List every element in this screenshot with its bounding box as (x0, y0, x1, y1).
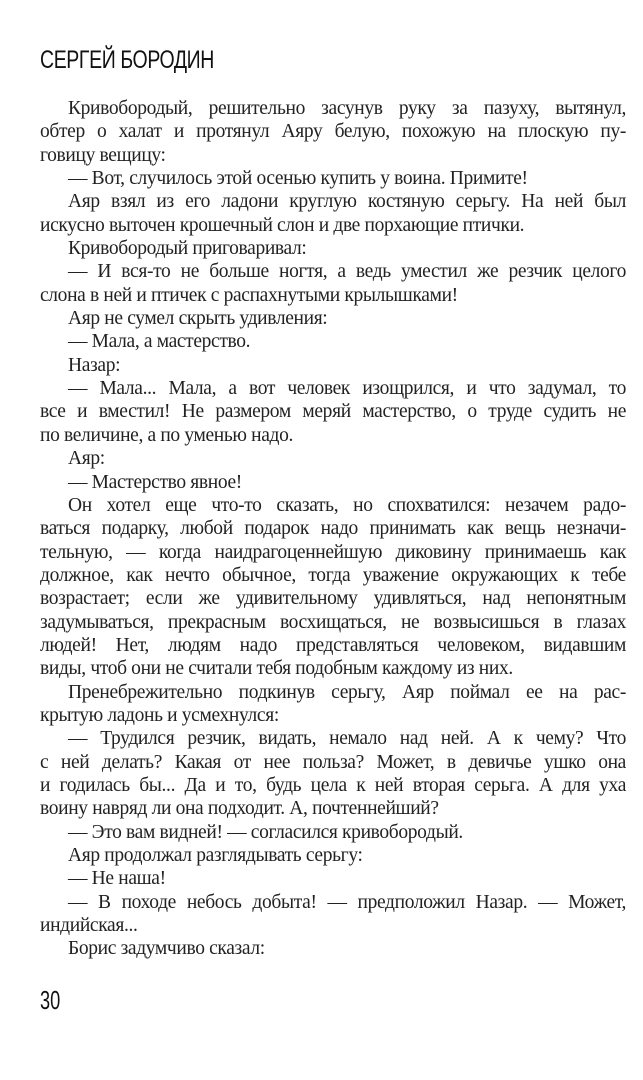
text-line: — Трудился резчик, видать, немало над ней. А к чему? Что (68, 728, 626, 750)
page-body-text (40, 97, 626, 961)
text-line: — Это вам видней! — согласился кривобородый. (68, 821, 463, 843)
text-line: воину навряд ли она подходит. А, почтеннейший? (40, 798, 439, 820)
text-line: виды, чтоб они не считали тебя подобным каждому из них. (40, 658, 513, 680)
text-line: людей! Нет, людям надо представляться человеком, видавшим (40, 634, 626, 656)
text-line: Аяр: (68, 448, 105, 470)
text-line: Аяр взял из его ладони круглую костяную серьгу. На ней был (68, 191, 626, 213)
text-line: Назар: (68, 354, 121, 376)
text-line: и годилась бы... Да и то, будь цела к ней вторая серьга. А для уха (40, 774, 626, 796)
page-number: 30 (40, 985, 61, 1015)
text-line: обтер о халат и протянул Аяру белую, похожую на плоскую пу- (40, 121, 626, 143)
text-line: говицу вещицу: (40, 144, 166, 166)
text-line: ваться подарку, любой подарок надо принимать как вещь незначи- (40, 518, 626, 540)
text-line: должное, как нечто обычное, тогда уважение окружающих к тебе (40, 564, 626, 586)
text-line: Кривобородый, решительно засунув руку за пазуху, вытянул, (68, 98, 626, 119)
text-line: — Не наша! (68, 868, 166, 890)
text-line: — Мастерство явное! (68, 471, 242, 493)
running-head-author: СЕРГЕЙ БОРОДИН (40, 46, 215, 74)
text-line: Кривобородый приговаривал: (68, 238, 307, 260)
text-line: Борис задумчиво сказал: (68, 938, 265, 960)
text-line: все и вместил! Не размером меряй мастерство, о труде судить не (40, 401, 626, 423)
text-line: — В походе небось добыта! — предположил Назар. — Может, (68, 891, 626, 913)
text-line: — Вот, случилось этой осенью купить у воина. Примите! (68, 168, 528, 190)
text-line: Аяр не сумел скрыть удивления: (68, 308, 328, 330)
text-line: — Мала... Мала, а вот человек изощрился, и что задумал, то (68, 378, 626, 400)
text-line: крытую ладонь и усмехнулся: (40, 704, 279, 726)
text-line: слона в ней и птичек с распахнутыми крылышками! (40, 284, 458, 306)
text-line: возрастает; если же удивительному удивляться, над непонятным (40, 588, 626, 610)
text-line: — И вся-то не больше ногтя, а ведь уместил же резчик целого (68, 261, 626, 283)
text-line: тельную, — когда наидрагоценнейшую диковину принимаешь как (40, 541, 626, 563)
text-line: по величине, а по уменью надо. (40, 424, 294, 446)
text-line: Пренебрежительно подкинув серьгу, Аяр поймал ее на рас- (68, 681, 626, 703)
text-line: Он хотел еще что-то сказать, но спохватился: незачем радо- (68, 494, 626, 516)
text-line: Аяр продолжал разглядывать серьгу: (68, 845, 363, 866)
text-line: искусно выточен крошечный слон и две порхающие птички. (40, 214, 525, 236)
text-line: задумываться, прекрасным восхищаться, не возвысишься в глазах (40, 611, 626, 633)
text-line: с ней делать? Какая от нее польза? Может, в девичье ушко она (40, 751, 626, 773)
text-line: — Мала, а мастерство. (68, 331, 251, 353)
text-line: индийская... (40, 915, 138, 937)
